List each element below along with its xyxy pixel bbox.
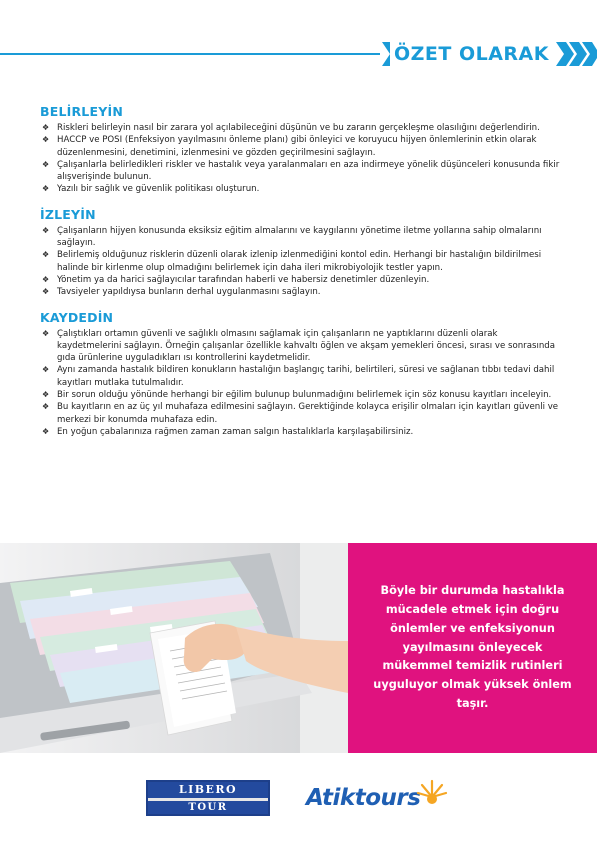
list-item-text: Yazılı bir sağlık ve güvenlik politikası oluşturun.	[57, 184, 260, 195]
section-heading: KAYDEDİN	[40, 309, 114, 325]
diamond-bullet-icon: ❖	[42, 287, 50, 297]
list-item	[40, 389, 560, 401]
list-item	[40, 426, 560, 438]
summary-content	[40, 104, 560, 449]
list-item-text: Aynı zamanda hastalık bildiren konukların hastalığın başlangıç tarihi, belirtileri, süresi ve sağlanan tıbbı tedavi dahil kayıtları mutlaka tutulmalıdır.	[57, 365, 555, 388]
header-banner	[0, 42, 597, 66]
list-item-text: Çalışanlarla belirledikleri riskler ve hastalık veya yaralanmaları en aza indirmeye yönelik düşünceleri konusunda fikir alışverişinde bulunun.	[57, 159, 560, 183]
list-item	[40, 183, 560, 195]
diamond-bullet-icon: ❖	[42, 402, 50, 412]
list-item-text: Riskleri belirleyin nasıl bir zarara yol açılabileceğini düşünün ve bu zararın gerçekleşme olasılığını değerlendirin.	[57, 123, 540, 133]
bullet-list	[40, 122, 560, 196]
section-monitor	[40, 207, 560, 299]
section-heading: BELİRLEYİN	[40, 104, 123, 119]
callout-panel	[348, 543, 597, 753]
list-item	[40, 225, 560, 250]
section-record	[40, 310, 560, 439]
diamond-bullet-icon: ❖	[42, 365, 50, 375]
list-item-text: En yoğun çabalarınıza rağmen zaman zaman salgın hastalıklarla karşılaşabilirsiniz.	[57, 426, 414, 437]
list-item-text: Belirlemiş olduğunuz risklerin düzenli olarak izlenip izlenmediğini kontol edin. Herhangi bir hastalığın bildirilmesi halinde bir kirlenme olup olmadığını belirlemek için daha ileri mikrobiyolojik testler yapın.	[57, 250, 542, 273]
diamond-bullet-icon: ❖	[42, 135, 50, 145]
libero-tour-logo	[146, 780, 270, 816]
list-item	[40, 274, 560, 286]
list-item	[40, 364, 560, 389]
section-heading: İZLEYİN	[40, 206, 96, 222]
list-item	[40, 122, 560, 134]
list-item	[40, 328, 560, 365]
list-item	[40, 249, 560, 274]
file-drawer-illustration	[0, 543, 348, 753]
diamond-bullet-icon: ❖	[42, 159, 50, 169]
file-drawer-photo	[0, 543, 348, 753]
callout-text: Böyle bir durumda hastalıkla mücadele etmek için doğru önlemler ve enfeksiyonun yayılmasını önleyecek mükemmel temizlik rutinleri uyguluyor olmak yüksek önlem taşır.	[373, 584, 572, 710]
diamond-bullet-icon: ❖	[42, 390, 50, 400]
list-item-text: Yönetim ya da harici sağlayıcılar tarafından haberli ve habersiz denetimler düzenleyin.	[57, 274, 430, 285]
atiktours-logo	[306, 783, 456, 823]
diamond-bullet-icon: ❖	[42, 328, 50, 338]
libero-logo-line1: LIBERO	[148, 782, 268, 798]
list-item	[40, 159, 560, 184]
page-title: ÖZET OLARAK	[390, 42, 553, 66]
list-item-text: Çalışanların hijyen konusunda eksiksiz eğitim almalarını ve kaygılarını yönetime iletme yollarına sahip olmalarını sağlayın.	[57, 225, 542, 249]
list-item	[40, 134, 560, 159]
sun-icon	[414, 777, 450, 807]
list-item-text: Bir sorun olduğu yönünde herhangi bir eğilim bulunup bulunmadığını belirlemek için söz konusu kayıtları inceleyin.	[57, 390, 552, 401]
list-item-text: Çalıştıkları ortamın güvenli ve sağlıklı olmasını sağlamak için çalışanların ne yaptıklarını düzenli olarak kaydetmelerini sağlayın. Örneğin çalışanlar özellikle kahvaltı öğlen ve akşam yemekleri öncesi, sırası ve sonrasında gıda ürünlerine uyguladıkları ısı kontrollerini kaydetmelidir.	[57, 328, 556, 364]
list-item	[40, 401, 560, 426]
list-item-text: Tavsiyeler yapıldıysa bunların derhal uygulanmasını sağlayın.	[57, 287, 321, 298]
diamond-bullet-icon: ❖	[42, 426, 50, 436]
diamond-bullet-icon: ❖	[42, 274, 50, 284]
diamond-bullet-icon: ❖	[42, 123, 50, 132]
diamond-bullet-icon: ❖	[42, 225, 50, 235]
diamond-bullet-icon: ❖	[42, 184, 50, 194]
list-item-text: Bu kayıtların en az üç yıl muhafaza edilmesini sağlayın. Gerektiğinde kolayca erişilir olmaları için kayıtları güvenli ve merkezi bir konumda muhafaza edin.	[57, 402, 559, 425]
atiktours-logo-text: Atiktours	[306, 785, 421, 811]
diamond-bullet-icon: ❖	[42, 250, 50, 260]
libero-logo-line2: TOUR	[148, 801, 268, 814]
list-item	[40, 286, 560, 298]
list-item-text: HACCP ve POSI (Enfeksiyon yayılmasını önleme planı) gibi önleyici ve koruyucu hijyen önlemlerinin etkin olarak düzenlenmesini, denetimini, izlenmesini ve gözden geçirilmesini sağlayın.	[57, 135, 537, 158]
section-identify	[40, 104, 560, 196]
bullet-list	[40, 328, 560, 439]
bullet-list	[40, 225, 560, 299]
